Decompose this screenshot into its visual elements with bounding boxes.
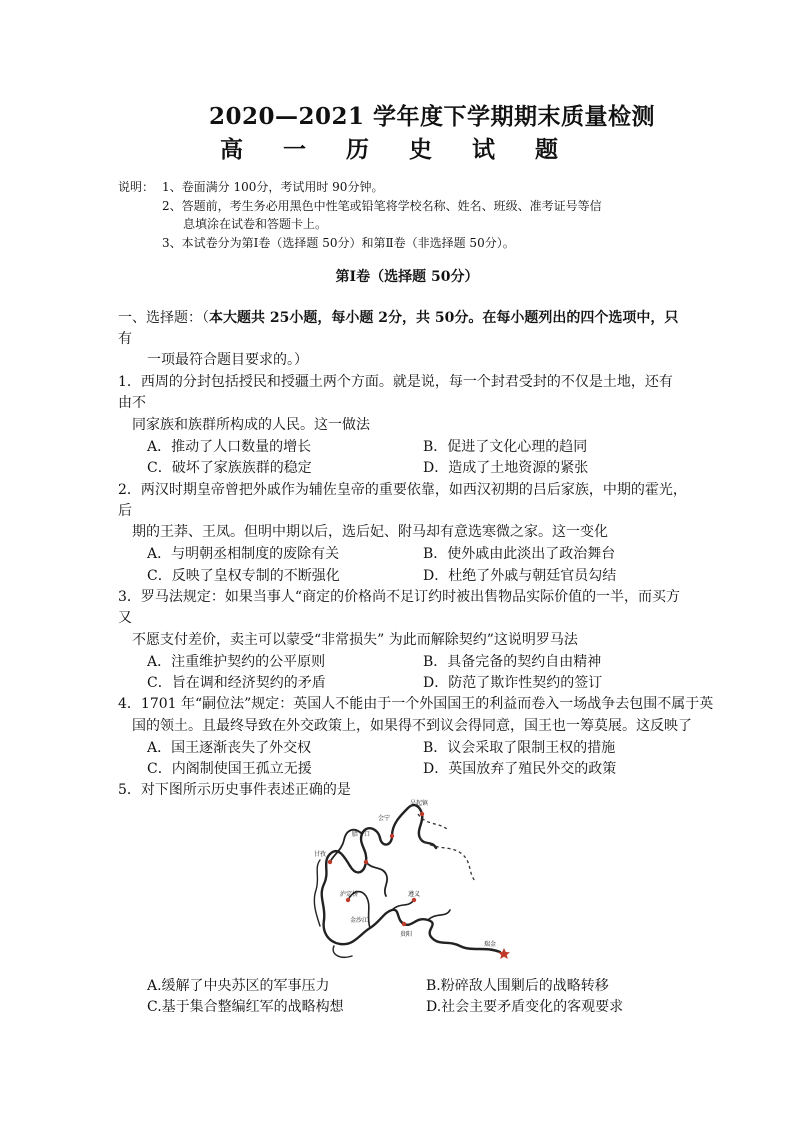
instruction-item: 2、答题前，考生务必用黑色中性笔或铅笔将学校名称、姓名、班级、准考证号等信 [162, 199, 602, 213]
question-1-option-b[interactable]: B．促进了文化心理的趋同 [423, 439, 588, 455]
map-label-ganzi: 甘孜 [314, 852, 327, 858]
question-3-stem: 又 [118, 610, 132, 626]
question-1-option-d[interactable]: D．造成了土地资源的紧张 [423, 460, 589, 476]
map-label-zunyi: 遵义 [408, 892, 421, 898]
map-label-wuqizhen: 吴起镇 [410, 801, 429, 807]
question-3-option-c[interactable]: C．旨在调和经济契约的矛盾 [147, 675, 326, 691]
question-2-stem: 期的王莽、王凤。但明中期以后，选后妃、附马却有意选寒微之家。这一变化 [132, 524, 608, 540]
question-5-stem: 5．对下图所示历史事件表述正确的是 [118, 782, 351, 798]
question-1-stem: 1．西周的分封包括授民和授疆土两个方面。就是说，每一个封君受封的不仅是土地，还有 [118, 374, 673, 390]
part-one-lead-line2: 一项最符合题目要求的。） [147, 352, 308, 368]
question-5-option-c[interactable]: C.基于集合整编红军的战略构想 [147, 999, 344, 1015]
question-5-option-d[interactable]: D.社会主要矛盾变化的客观要求 [426, 999, 624, 1015]
question-1-stem: 同家族和族群所构成的人民。这一做法 [132, 417, 370, 433]
section-title: 第Ⅰ卷（选择题 50分） [335, 269, 479, 285]
map-label-huining: 会宁 [378, 816, 391, 822]
instruction-item: 3、本试卷分为第Ⅰ卷（选择题 50分）和第Ⅱ卷（非选择题 50分）。 [162, 236, 515, 250]
question-4-option-b[interactable]: B．议会采取了限制王权的措施 [423, 740, 616, 756]
question-3-stem: 3．罗马法规定：如果当事人“商定的价格尚不足订约时被出售物品实际价值的一半，而买方 [118, 589, 681, 605]
long-march-route-map [300, 796, 520, 968]
question-2-option-d[interactable]: D．杜绝了外戚与朝廷官员勾结 [423, 568, 617, 584]
map-label-guiyang: 贵阳 [400, 932, 413, 938]
map-label-lazikou: 腊子口 [352, 832, 371, 838]
question-4-option-d[interactable]: D．英国放弃了殖民外交的政策 [423, 761, 617, 777]
question-4-stem: 4．1701 年“嗣位法”规定：英国人不能由于一个外国国王的利益而卷入一场战争去包围不属于英 [118, 696, 714, 712]
question-2-option-b[interactable]: B．使外戚由此淡出了政治舞台 [423, 546, 616, 562]
question-4-stem: 国的领土。且最终导致在外交政策上，如果得不到议会得同意，国王也一筹莫展。这反映了 [132, 718, 692, 734]
question-2-stem: 2．两汉时期皇帝曾把外戚作为辅佐皇帝的重要依靠，如西汉初期的吕后家族，中期的霍光， [118, 482, 687, 498]
instruction-item: 息填涂在试卷和答题卡上。 [183, 217, 328, 231]
exam-title: 2020—2021 学年度下学期期末质量检测 [208, 103, 656, 130]
question-3-option-a[interactable]: A．注重维护契约的公平原则 [147, 654, 326, 670]
map-label-jinshajiang: 金沙江 [350, 918, 369, 924]
instruction-item: 1、卷面满分 100分，考试用时 90分钟。 [162, 180, 384, 194]
map-star-ruijin [498, 948, 510, 959]
question-1-option-c[interactable]: C．破坏了家族族群的稳定 [147, 460, 312, 476]
map-label-ruijin: 瑞金 [484, 942, 497, 948]
question-4-option-c[interactable]: C．内阁制使国王孤立无援 [147, 761, 312, 777]
question-3-stem: 不愿支付差价，卖主可以蒙受“非常损失” 为此而解除契约”这说明罗马法 [132, 632, 578, 648]
instructions-label: 说明： [118, 180, 155, 194]
question-5-option-a[interactable]: A.缓解了中央苏区的军事压力 [147, 978, 330, 994]
question-3-option-d[interactable]: D．防范了欺诈性契约的签订 [423, 675, 603, 691]
part-one-lead: 一、选择题：（本大题共 25小题，每小题 2分，共 50分。在每小题列出的四个选项中，只 [118, 310, 679, 326]
map-label-ludingqiao: 泸定桥 [340, 892, 359, 898]
part-one-lead-wrap: 有 [118, 331, 132, 347]
exam-subject: 高 一 历 史 试 题 [219, 136, 575, 163]
question-2-option-c[interactable]: C．反映了皇权专制的不断强化 [147, 568, 340, 584]
instructions [118, 178, 383, 197]
question-2-option-a[interactable]: A．与明朝丞相制度的废除有关 [147, 546, 340, 562]
question-5-option-b[interactable]: B.粉碎敌人围剿后的战略转移 [426, 978, 609, 994]
question-4-option-a[interactable]: A．国王逐渐丧失了外交权 [147, 740, 312, 756]
question-1-option-a[interactable]: A．推动了人口数量的增长 [147, 439, 312, 455]
question-3-option-b[interactable]: B．具备完备的契约自由精神 [423, 654, 602, 670]
question-1-stem: 由不 [118, 395, 146, 411]
question-2-stem: 后 [118, 503, 132, 519]
